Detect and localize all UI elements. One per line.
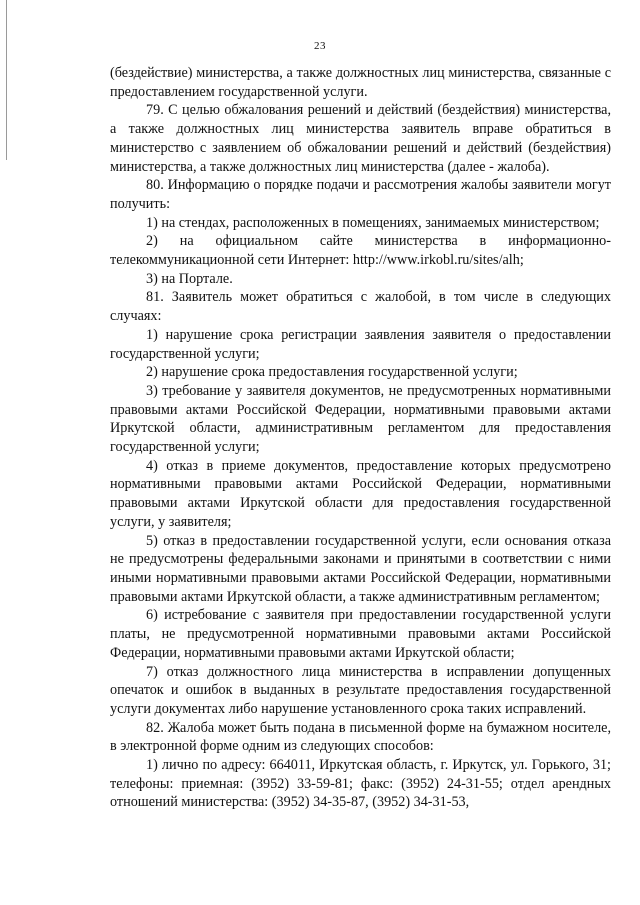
- paragraph: 1) лично по адресу: 664011, Иркутская область, г. Иркутск, ул. Горького, 31; телефоны: приемная: (3952) 33-59-81; факс: (3952) 24-31-55; отдел арендных отношений министерства: (3952) 34-35-87, (3952) 34-31-53,: [110, 757, 611, 811]
- document-body: [110, 64, 611, 812]
- paragraph: 81. Заявитель может обратиться с жалобой, в том числе в следующих случаях:: [110, 289, 611, 325]
- paragraph: 5) отказ в предоставлении государственной услуги, если основания отказа не предусмотрены федеральными законами и принятыми в соответствии с ними иными нормативными правовыми актами Российской Федерации, нормативными правовыми актами Иркутской области, а также административным регламентом;: [110, 532, 611, 605]
- paragraph: 1) нарушение срока регистрации заявления заявителя о предоставлении государственной услуги;: [110, 326, 611, 362]
- paragraph: (бездействие) министерства, а также должностных лиц министерства, связанные с предоставлением государственной услуги.: [110, 65, 611, 100]
- page-number: 23: [314, 40, 326, 52]
- paragraph: 7) отказ должностного лица министерства в исправлении допущенных опечаток и ошибок в выданных в результате предоставления государственной услуги документах либо нарушение установленного срока таких исправлений.: [110, 663, 611, 717]
- paragraph: 3) на Портале.: [146, 270, 233, 287]
- paragraph: 80. Информацию о порядке подачи и рассмотрения жалобы заявители могут получить:: [110, 177, 611, 212]
- paragraph: 79. С целью обжалования решений и действий (бездействия) министерства, а также должностных лиц министерства заявитель вправе обратиться в министерство с заявлением об обжаловании решений и действий (бездействия) министерства, а также должностных лиц министерства (далее - жалоба).: [110, 102, 611, 175]
- scan-edge-line: [6, 0, 7, 160]
- paragraph: 4) отказ в приеме документов, предоставление которых предусмотрено нормативными правовыми актами Российской Федерации, нормативными правовыми актами Иркутской области для предоставления государственной услуги, у заявителя;: [110, 457, 611, 530]
- paragraph: 1) на стендах, расположенных в помещениях, занимаемых министерством;: [146, 214, 600, 231]
- paragraph: 82. Жалоба может быть подана в письменной форме на бумажном носителе, в электронной форме одним из следующих способов:: [110, 719, 611, 755]
- paragraph: 2) нарушение срока предоставления государственной услуги;: [146, 364, 518, 381]
- paragraph: 2) на официальном сайте министерства в информационно-телекоммуникационной сети Интернет: http://www.irkobl.ru/sites/alh;: [110, 233, 611, 269]
- paragraph: 6) истребование с заявителя при предоставлении государственной услуги платы, не предусмотренной нормативными правовыми актами Российской Федерации, нормативными правовыми актами Иркутской области;: [110, 607, 611, 661]
- paragraph: 3) требование у заявителя документов, не предусмотренных нормативными правовыми актами Российской Федерации, нормативными правовыми актами Иркутской области, административным регламентом для предоставления государственной услуги;: [110, 382, 611, 456]
